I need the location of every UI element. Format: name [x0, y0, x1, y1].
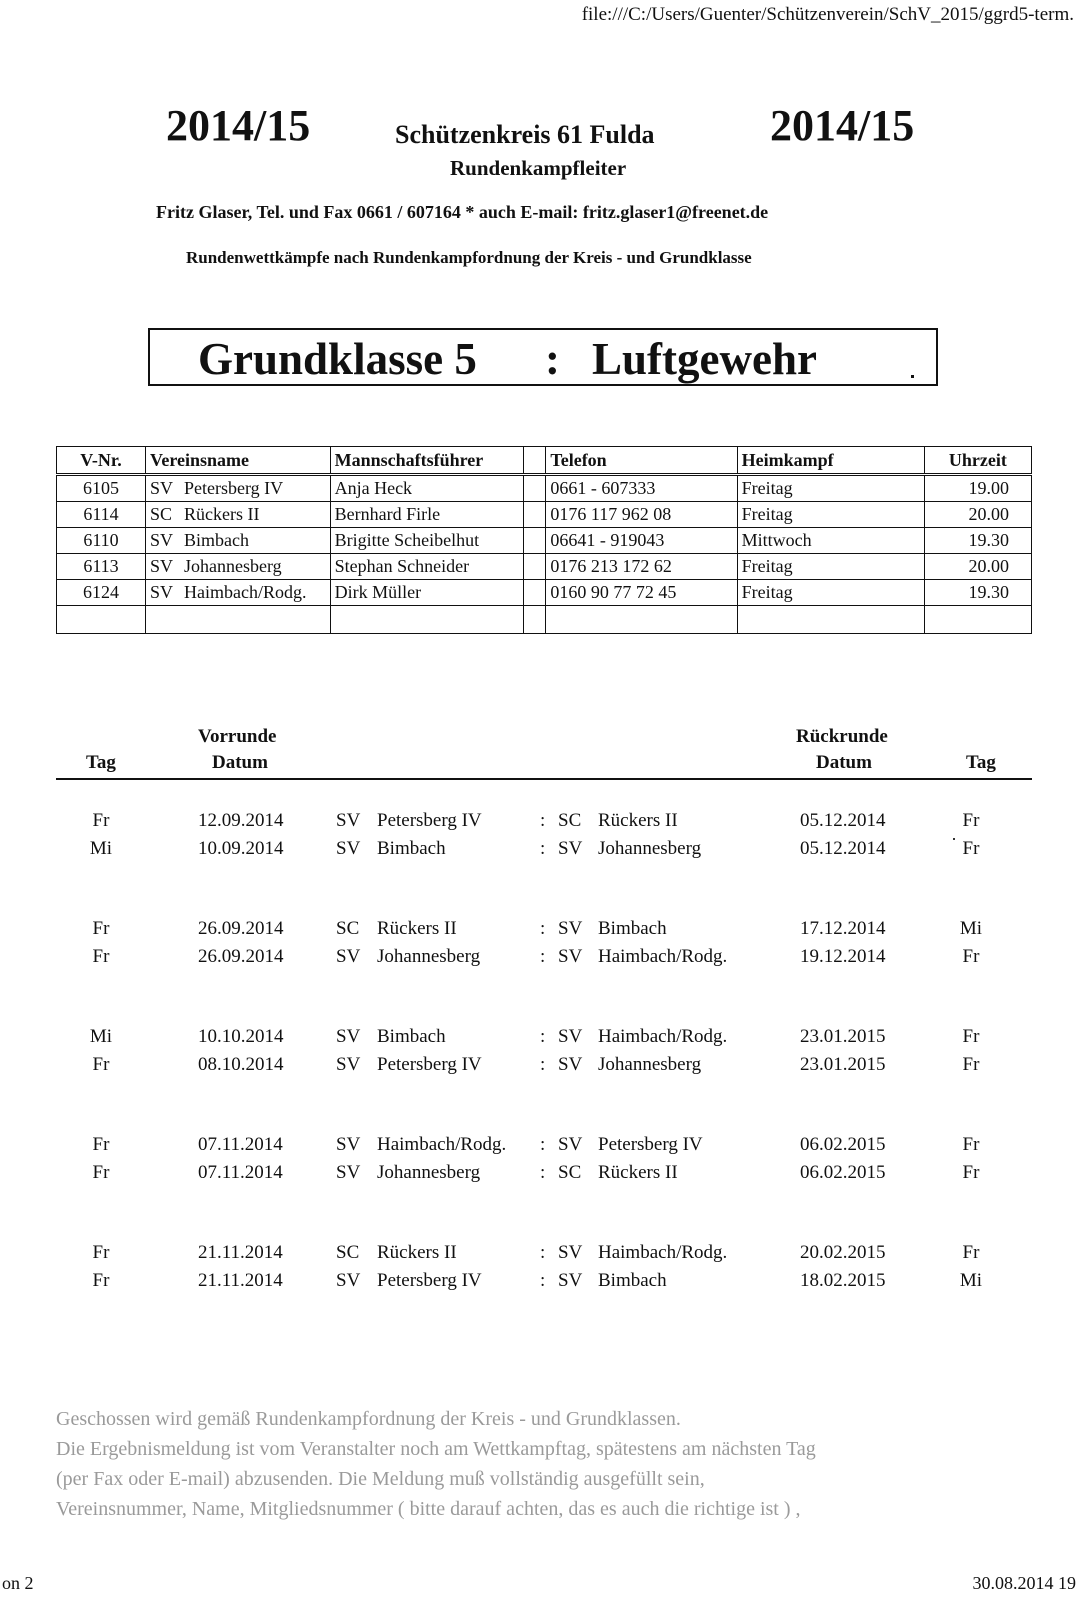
fixture-home-team: Petersberg IV: [377, 1270, 482, 1291]
fixture-home-team: Rückers II: [377, 1242, 457, 1263]
fixture-date-vorrunde: 08.10.2014: [198, 1054, 284, 1075]
fixture-colon: :: [540, 1270, 546, 1291]
table-row: [57, 580, 1032, 606]
fixture-home-team: Petersberg IV: [377, 1054, 482, 1075]
fixture-date-rueckrunde: 23.01.2015: [800, 1054, 886, 1075]
empty-cell: [57, 606, 146, 634]
fixture-home-prefix: SV: [336, 1026, 361, 1047]
fixture-tag-vorrunde: Fr: [92, 810, 110, 831]
season-left: 2014/15: [166, 101, 311, 150]
team-nr: 6105: [57, 475, 146, 502]
team-club: [146, 502, 331, 528]
fixture-home-team: Bimbach: [377, 1026, 446, 1047]
class-separator: :: [545, 334, 560, 384]
page-indicator: on 2: [2, 1573, 34, 1593]
fixture-guest-prefix: SV: [558, 838, 583, 859]
rules-line: Rundenwettkämpfe nach Rundenkampfordnung der Kreis - und Grundklasse: [186, 248, 752, 267]
note-line: Geschossen wird gemäß Rundenkampfordnung der Kreis - und Grundklassen.: [56, 1408, 681, 1430]
fixture-home-prefix: SC: [336, 1242, 360, 1263]
fixture-home-prefix: SV: [336, 1134, 361, 1155]
fixture-date-rueckrunde: 23.01.2015: [800, 1026, 886, 1047]
scan-speck: [953, 838, 955, 840]
team-captain: Anja Heck: [330, 475, 523, 502]
fixture-home-team: Johannesberg: [377, 946, 481, 967]
fixture-home-team: Johannesberg: [377, 1162, 481, 1183]
fixture-date-vorrunde: 07.11.2014: [198, 1134, 283, 1155]
fixture-colon: :: [540, 918, 546, 939]
fixture-date-vorrunde: 26.09.2014: [198, 946, 284, 967]
gap-cell: [523, 580, 545, 606]
fixture-row: [56, 1026, 1032, 1052]
header-phone: Telefon: [546, 447, 737, 475]
fixture-row: [56, 810, 1032, 836]
team-nr: 6114: [57, 502, 146, 528]
club-prefix: SV: [150, 530, 174, 550]
fixture-tag-vorrunde: Fr: [92, 1054, 110, 1075]
teams-header-row: [57, 447, 1032, 475]
fixture-home-prefix: SV: [336, 1270, 361, 1291]
team-time: 20.00: [924, 554, 1031, 580]
fixture-guest-team: Johannesberg: [598, 1054, 702, 1075]
header-time: Uhrzeit: [924, 447, 1031, 475]
fixture-guest-prefix: SC: [558, 810, 582, 831]
gap-cell: [523, 554, 545, 580]
fixture-guest-prefix: SV: [558, 1270, 583, 1291]
empty-cell: [523, 606, 545, 634]
team-phone: 06641 - 919043: [546, 528, 737, 554]
note-line: Vereinsnummer, Name, Mitgliedsnummer ( bitte darauf achten, das es auch die richtige ist ) ,: [56, 1498, 801, 1520]
fixture-date-vorrunde: 21.11.2014: [198, 1270, 283, 1291]
team-time: 19.00: [924, 475, 1031, 502]
team-nr: 6110: [57, 528, 146, 554]
fixture-tag-rueckrunde: Fr: [962, 1054, 980, 1075]
fixture-home-team: Haimbach/Rodg.: [377, 1134, 507, 1155]
header-nr: V-Nr.: [57, 447, 146, 475]
fixture-date-vorrunde: 21.11.2014: [198, 1242, 283, 1263]
datum-right-heading: Datum: [816, 752, 872, 773]
datum-left-heading: Datum: [212, 752, 268, 773]
team-phone: 0176 213 172 62: [546, 554, 737, 580]
fixture-tag-rueckrunde: Fr: [962, 838, 980, 859]
fixture-tag-rueckrunde: Fr: [962, 1242, 980, 1263]
print-timestamp: 30.08.2014 19: [972, 1573, 1076, 1593]
contact-line: Fritz Glaser, Tel. und Fax 0661 / 607164 * auch E-mail: fritz.glaser1@freenet.de: [156, 202, 769, 222]
club-name: Bimbach: [184, 530, 249, 550]
club-name: Petersberg IV: [184, 478, 284, 498]
fixture-tag-vorrunde: Fr: [92, 1134, 110, 1155]
fixture-guest-prefix: SV: [558, 1026, 583, 1047]
fixture-date-vorrunde: 12.09.2014: [198, 810, 284, 831]
season-right: 2014/15: [770, 101, 915, 150]
team-phone: 0176 117 962 08: [546, 502, 737, 528]
empty-cell: [737, 606, 924, 634]
fixture-tag-rueckrunde: Fr: [962, 1026, 980, 1047]
fixture-date-rueckrunde: 19.12.2014: [800, 946, 886, 967]
fixture-colon: :: [540, 1026, 546, 1047]
fixture-guest-team: Petersberg IV: [598, 1134, 703, 1155]
fixture-colon: :: [540, 1054, 546, 1075]
empty-cell: [546, 606, 737, 634]
empty-cell: [924, 606, 1031, 634]
fixture-guest-prefix: SV: [558, 918, 583, 939]
team-home-day: Freitag: [737, 502, 924, 528]
fixture-guest-team: Rückers II: [598, 1162, 678, 1183]
team-club: [146, 475, 331, 502]
fixture-home-prefix: SV: [336, 838, 361, 859]
fixture-home-prefix: SV: [336, 1162, 361, 1183]
fixture-home-team: Bimbach: [377, 838, 446, 859]
fixture-tag-rueckrunde: Fr: [962, 810, 980, 831]
fixture-home-team: Petersberg IV: [377, 810, 482, 831]
club-prefix: SV: [150, 478, 174, 498]
fixture-row: [56, 838, 1032, 864]
fixture-tag-rueckrunde: Fr: [962, 1134, 980, 1155]
team-club: [146, 528, 331, 554]
fixture-tag-vorrunde: Fr: [92, 918, 110, 939]
team-phone: 0661 - 607333: [546, 475, 737, 502]
fixture-row: [56, 946, 1032, 972]
fixture-date-rueckrunde: 06.02.2015: [800, 1134, 886, 1155]
fixture-guest-team: Rückers II: [598, 810, 678, 831]
team-time: 19.30: [924, 528, 1031, 554]
fixture-home-team: Rückers II: [377, 918, 457, 939]
header-gap: [523, 447, 545, 475]
table-row: [57, 502, 1032, 528]
team-home-day: Freitag: [737, 475, 924, 502]
club-name: Haimbach/Rodg.: [184, 582, 307, 602]
note-line: (per Fax oder E-mail) abzusenden. Die Meldung muß vollständig ausgefüllt sein,: [56, 1468, 705, 1490]
fixture-guest-team: Bimbach: [598, 1270, 667, 1291]
team-captain: Brigitte Scheibelhut: [330, 528, 523, 554]
empty-cell: [330, 606, 523, 634]
fixture-colon: :: [540, 946, 546, 967]
rueckrunde-heading: Rückrunde: [796, 726, 888, 747]
team-time: 20.00: [924, 502, 1031, 528]
note-line: Die Ergebnismeldung ist vom Veranstalter noch am Wettkampftag, spätestens am nächsten Tag: [56, 1438, 816, 1460]
fixture-date-vorrunde: 10.10.2014: [198, 1026, 284, 1047]
team-phone: 0160 90 77 72 45: [546, 580, 737, 606]
fixture-home-prefix: SC: [336, 918, 360, 939]
fixture-tag-rueckrunde: Fr: [962, 1162, 980, 1183]
club-name: Rückers II: [184, 504, 260, 524]
fixture-guest-team: Haimbach/Rodg.: [598, 1026, 728, 1047]
discipline: Luftgewehr: [592, 334, 817, 384]
fixture-date-rueckrunde: 06.02.2015: [800, 1162, 886, 1183]
fixture-guest-team: Johannesberg: [598, 838, 702, 859]
fixture-date-vorrunde: 10.09.2014: [198, 838, 284, 859]
fixture-row: [56, 1162, 1032, 1188]
schedule-divider: [56, 778, 1032, 780]
stray-dot: [911, 375, 914, 378]
club-prefix: SC: [150, 504, 173, 524]
fixture-date-rueckrunde: 05.12.2014: [800, 810, 886, 831]
fixture-tag-rueckrunde: Mi: [959, 918, 983, 939]
fixture-tag-vorrunde: Mi: [89, 1026, 113, 1047]
gap-cell: [523, 475, 545, 502]
class-name: Grundklasse 5: [198, 334, 477, 384]
header-home-day: Heimkampf: [737, 447, 924, 475]
class-box: [148, 328, 938, 386]
organization-title: Schützenkreis 61 Fulda: [395, 120, 655, 149]
fixture-guest-team: Haimbach/Rodg.: [598, 946, 728, 967]
team-nr: 6113: [57, 554, 146, 580]
table-row: [57, 528, 1032, 554]
fixture-tag-vorrunde: Fr: [92, 1270, 110, 1291]
tag-right-heading: Tag: [966, 752, 996, 773]
fixture-date-vorrunde: 26.09.2014: [198, 918, 284, 939]
gap-cell: [523, 502, 545, 528]
table-row: [57, 475, 1032, 502]
club-prefix: SV: [150, 582, 174, 602]
fixture-colon: :: [540, 1162, 546, 1183]
fixture-guest-prefix: SC: [558, 1162, 582, 1183]
team-captain: Bernhard Firle: [330, 502, 523, 528]
fixture-home-prefix: SV: [336, 1054, 361, 1075]
fixture-tag-vorrunde: Fr: [92, 1162, 110, 1183]
fixture-date-rueckrunde: 17.12.2014: [800, 918, 886, 939]
team-home-day: Mittwoch: [737, 528, 924, 554]
team-captain: Dirk Müller: [330, 580, 523, 606]
team-home-day: Freitag: [737, 554, 924, 580]
fixture-row: [56, 1134, 1032, 1160]
fixture-row: [56, 1270, 1032, 1296]
fixture-guest-team: Bimbach: [598, 918, 667, 939]
fixture-date-vorrunde: 07.11.2014: [198, 1162, 283, 1183]
fixture-guest-prefix: SV: [558, 1054, 583, 1075]
fixture-tag-rueckrunde: Fr: [962, 946, 980, 967]
header-club: Vereinsname: [146, 447, 331, 475]
fixture-date-rueckrunde: 20.02.2015: [800, 1242, 886, 1263]
header-captain: Mannschaftsführer: [330, 447, 523, 475]
fixture-date-rueckrunde: 18.02.2015: [800, 1270, 886, 1291]
fixture-colon: :: [540, 1242, 546, 1263]
empty-row: [57, 606, 1032, 634]
teams-table: [56, 446, 1032, 634]
team-nr: 6124: [57, 580, 146, 606]
fixture-home-prefix: SV: [336, 946, 361, 967]
team-club: [146, 554, 331, 580]
team-club: [146, 580, 331, 606]
fixture-guest-team: Haimbach/Rodg.: [598, 1242, 728, 1263]
fixture-colon: :: [540, 810, 546, 831]
team-time: 19.30: [924, 580, 1031, 606]
tag-left-heading: Tag: [86, 752, 116, 773]
team-home-day: Freitag: [737, 580, 924, 606]
vorrunde-heading: Vorrunde: [198, 726, 277, 747]
club-name: Johannesberg: [184, 556, 282, 576]
fixture-row: [56, 1242, 1032, 1268]
fixture-guest-prefix: SV: [558, 1134, 583, 1155]
empty-cell: [146, 606, 331, 634]
gap-cell: [523, 528, 545, 554]
table-row: [57, 554, 1032, 580]
fixture-guest-prefix: SV: [558, 1242, 583, 1263]
fixture-tag-vorrunde: Mi: [89, 838, 113, 859]
team-captain: Stephan Schneider: [330, 554, 523, 580]
browser-path: file:///C:/Users/Guenter/Schützenverein/SchV_2015/ggrd5-term.: [581, 4, 1074, 25]
fixture-home-prefix: SV: [336, 810, 361, 831]
club-prefix: SV: [150, 556, 174, 576]
fixture-tag-vorrunde: Fr: [92, 946, 110, 967]
fixture-row: [56, 1054, 1032, 1080]
fixture-tag-vorrunde: Fr: [92, 1242, 110, 1263]
fixture-tag-rueckrunde: Mi: [959, 1270, 983, 1291]
fixture-row: [56, 918, 1032, 944]
fixture-colon: :: [540, 838, 546, 859]
fixture-date-rueckrunde: 05.12.2014: [800, 838, 886, 859]
fixture-colon: :: [540, 1134, 546, 1155]
fixture-guest-prefix: SV: [558, 946, 583, 967]
role-title: Rundenkampfleiter: [450, 156, 627, 180]
